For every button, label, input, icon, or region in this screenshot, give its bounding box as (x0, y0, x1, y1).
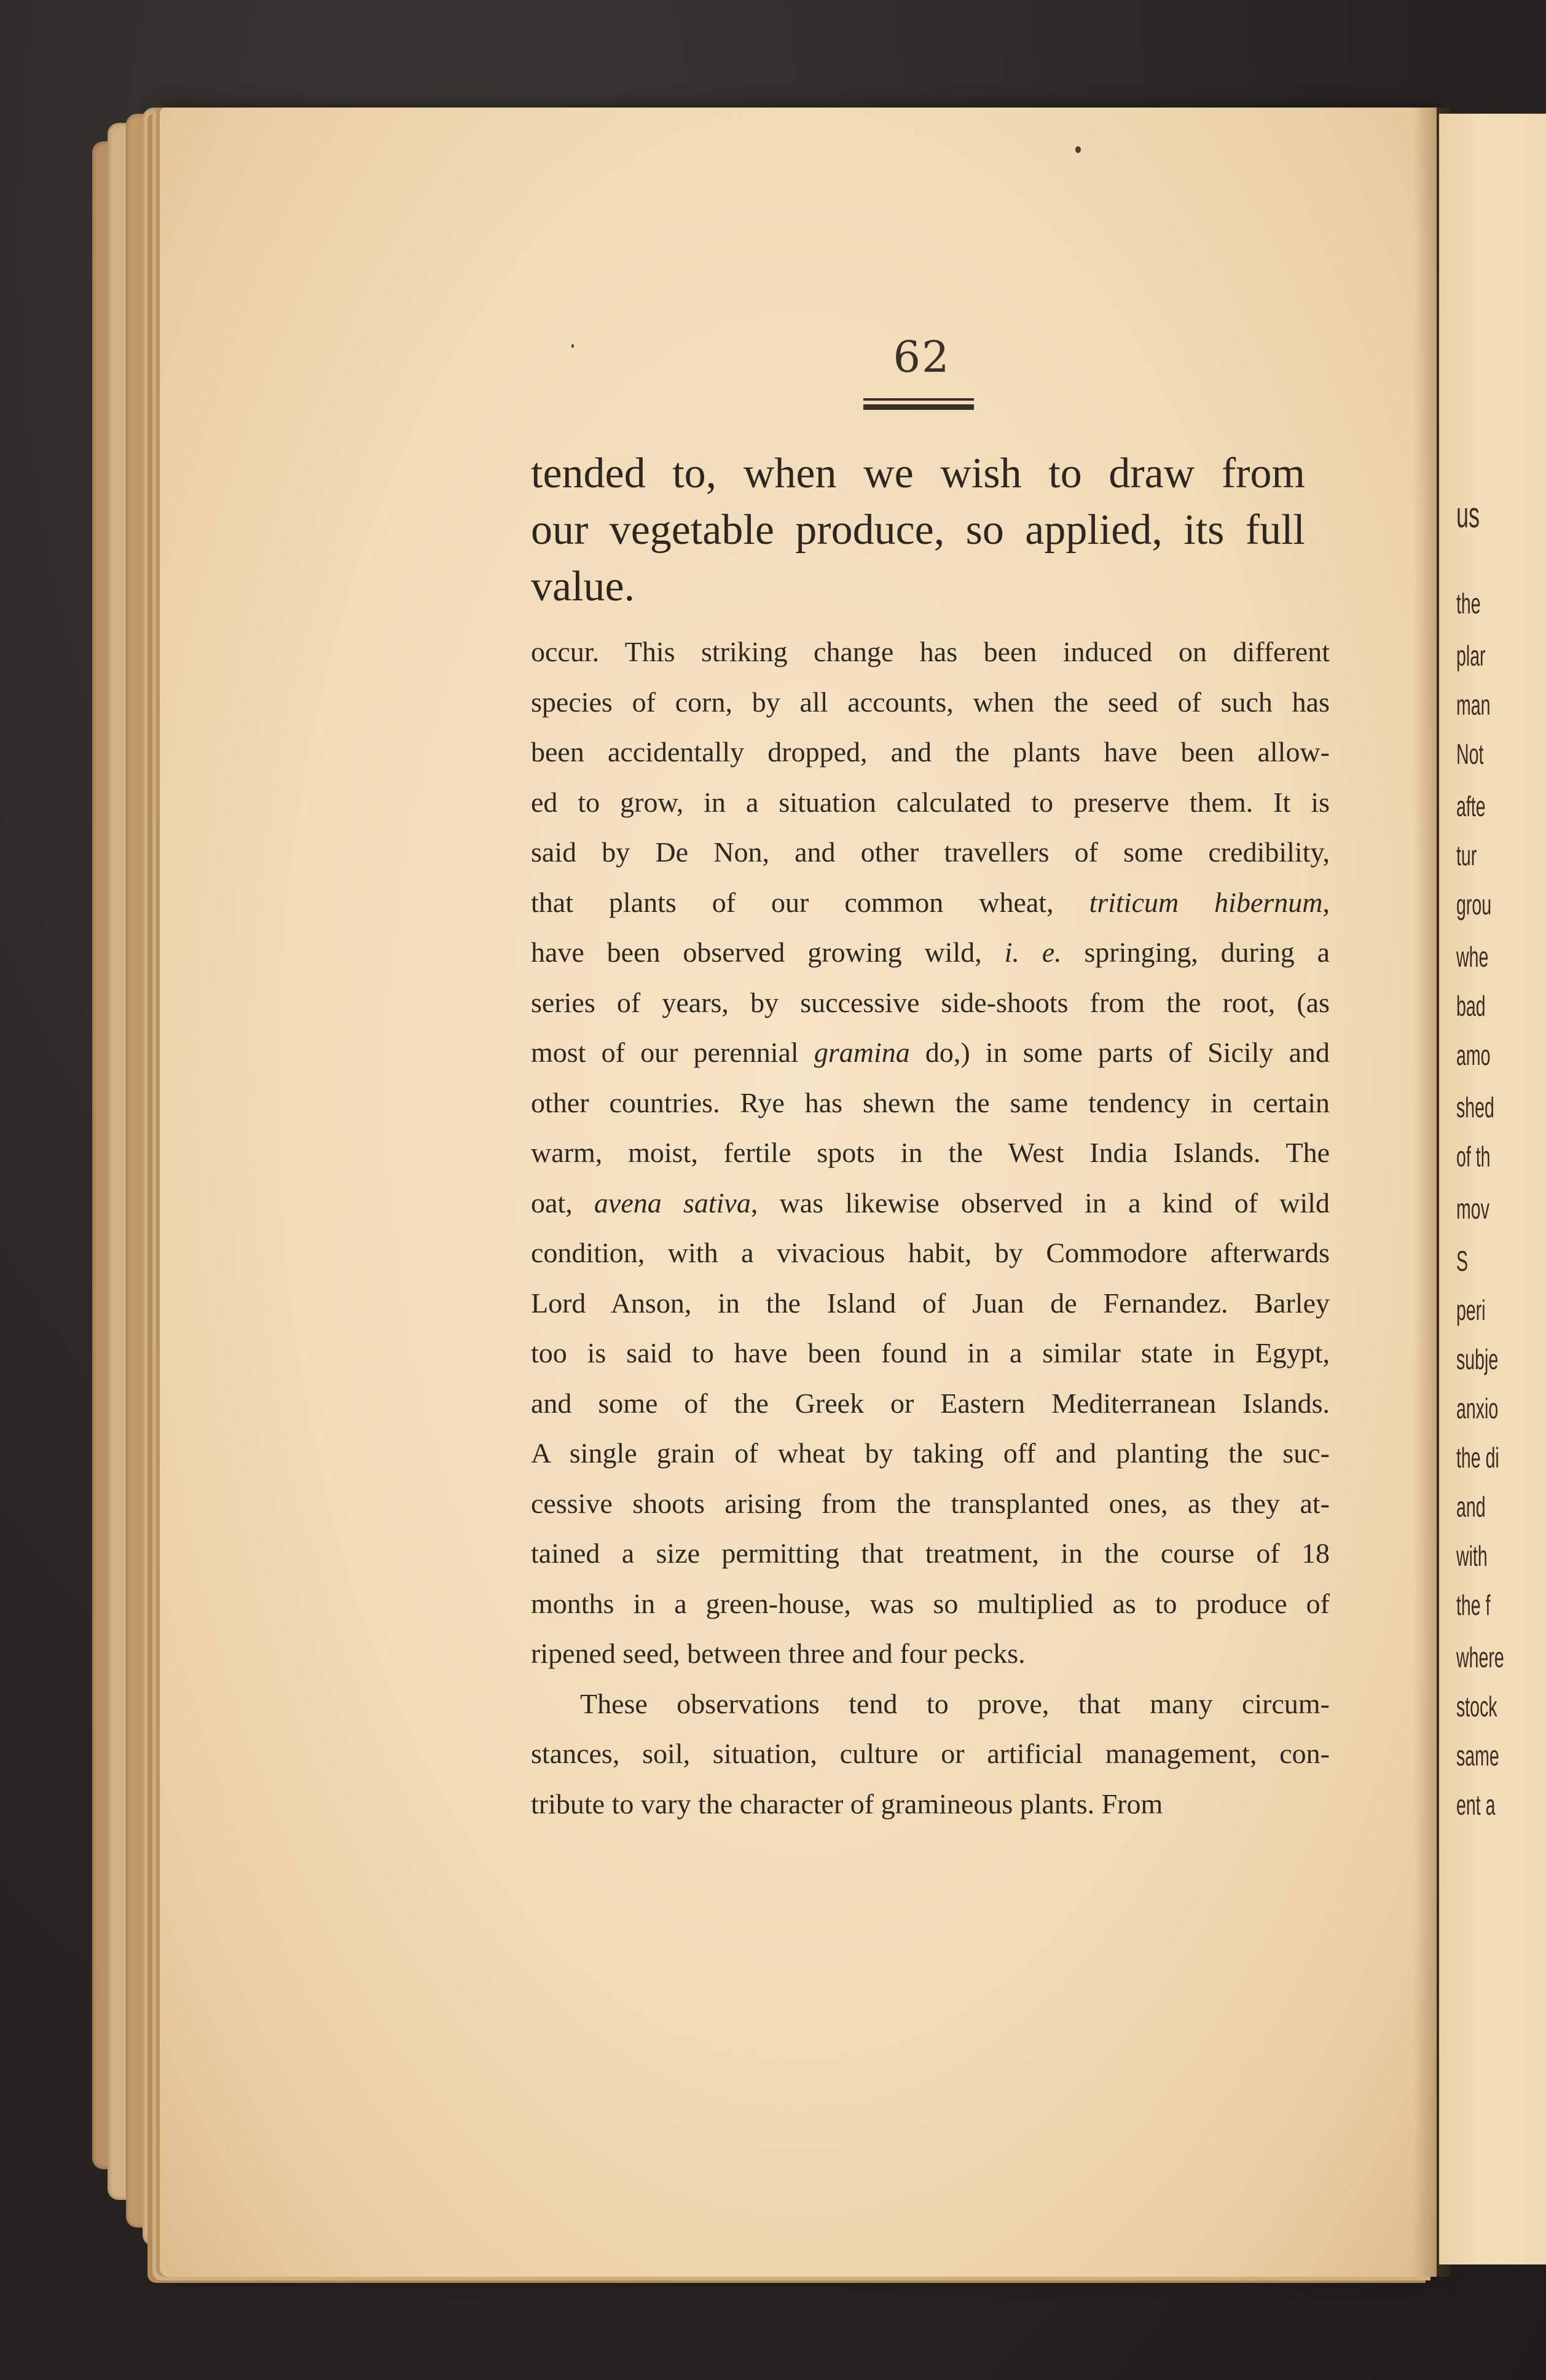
facing-page-fragment: amo (1456, 1039, 1491, 1071)
text-line: species of corn, by all accounts, when the seed of such has (531, 686, 1330, 718)
facing-page-fragment: grou (1456, 889, 1492, 921)
italic-term: triticum hibernum (1089, 886, 1323, 918)
facing-page-fragment: Not (1456, 738, 1484, 770)
text-segment: oat, (531, 1187, 594, 1219)
facing-page-fragment: of th (1456, 1141, 1491, 1172)
facing-page-fragment: subje (1456, 1343, 1499, 1375)
italic-term: avena sativa (594, 1187, 751, 1219)
text-segment: , (1322, 886, 1330, 918)
text-line (531, 927, 1330, 978)
facing-page-fragment: bad (1456, 990, 1486, 1022)
facing-page-fragment: anxio (1456, 1392, 1499, 1424)
facing-page-fragment: mov (1456, 1193, 1489, 1225)
facing-page-fragment: ent a (1456, 1789, 1496, 1821)
text-segment: that plants of our common wheat, (531, 886, 1089, 918)
facing-page-fragment: and (1456, 1491, 1486, 1523)
lead-line: tended to, when we wish to draw from (531, 450, 1305, 497)
facing-page-fragment: the di (1456, 1442, 1499, 1474)
facing-page-fragment: plar (1456, 640, 1486, 672)
text-line (531, 878, 1330, 928)
text-segment: , was likewise observed in a kind of wild (750, 1187, 1330, 1219)
text-line: series of years, by successive side-shoots from the root, (as (531, 986, 1330, 1018)
facing-page-fragment: tur (1456, 839, 1477, 871)
facing-page-fragment: whe (1456, 941, 1489, 973)
facing-page-fragment: the (1456, 587, 1481, 619)
text-line: said by De Non, and other travellers of some credibility, (531, 836, 1330, 868)
text-line: been accidentally dropped, and the plants have been allow- (531, 736, 1330, 768)
text-line: These observations tend to prove, that many circum- (580, 1687, 1330, 1719)
text-line: tained a size permitting that treatment, in the course of 18 (531, 1538, 1330, 1569)
text-line: warm, moist, fertile spots in the West India Islands. The (531, 1137, 1330, 1168)
text-line: too is said to have been found in a similar state in Egypt, (531, 1337, 1330, 1369)
body-paragraph (531, 627, 1330, 1829)
text-line: tribute to vary the character of gramineous plants. From (531, 1788, 1163, 1820)
text-line: and some of the Greek or Eastern Mediterranean Islands. (531, 1387, 1330, 1419)
facing-page-fragment: us (1456, 495, 1480, 535)
lead-paragraph (531, 446, 1305, 615)
header-rule-thick (863, 404, 974, 410)
text-segment: springing, during a (1061, 937, 1330, 968)
text-line: ripened seed, between three and four pecks. (531, 1638, 1026, 1669)
italic-term: gramina (814, 1037, 910, 1068)
facing-page-fragment: stock (1456, 1691, 1497, 1722)
facing-page-fragment: man (1456, 689, 1491, 721)
text-line: Lord Anson, in the Island of Juan de Fernandez. Barley (531, 1287, 1330, 1319)
text-line: ed to grow, in a situation calculated to preserve them. It is (531, 786, 1330, 818)
text-line: A single grain of wheat by taking off and planting the suc- (531, 1437, 1330, 1469)
text-line: condition, with a vivacious habit, by Commodore afterwards (531, 1237, 1330, 1268)
facing-page-fragment: where (1456, 1641, 1504, 1673)
text-line: cessive shoots arising from the transplanted ones, as they at- (531, 1487, 1330, 1519)
text-line (531, 1027, 1330, 1078)
facing-page-fragment: shed (1456, 1091, 1494, 1123)
text-line: other countries. Rye has shewn the same tendency in certain (531, 1086, 1330, 1118)
facing-page-fragment: peri (1456, 1294, 1486, 1326)
text-line (531, 1178, 1330, 1228)
facing-page-fragment: afte (1456, 790, 1486, 822)
lead-line: value. (531, 563, 635, 610)
facing-page-fragment: with (1456, 1540, 1488, 1572)
text-segment: do,) in some parts of Sicily and (909, 1037, 1330, 1068)
facing-page-fragment: same (1456, 1740, 1499, 1772)
lead-line: our vegetable produce, so applied, its full (531, 506, 1305, 554)
italic-term: i. e. (1004, 937, 1062, 968)
text-line: stances, soil, situation, culture or artificial management, con- (531, 1738, 1330, 1769)
text-line: occur. This striking change has been induced on different (531, 636, 1330, 667)
paper-speck (571, 344, 574, 348)
facing-page-fragment: S (1456, 1245, 1469, 1277)
header-rule (863, 398, 974, 401)
text-segment: have been observed growing wild, (531, 937, 1005, 968)
page-number: 62 (893, 332, 951, 382)
facing-page-fragment: the f (1456, 1589, 1491, 1621)
text-line: months in a green-house, was so multiplied as to produce of (531, 1587, 1330, 1619)
text-segment: most of our perennial (531, 1037, 814, 1068)
facing-page (1439, 114, 1546, 2264)
paper-speck (1075, 146, 1081, 153)
